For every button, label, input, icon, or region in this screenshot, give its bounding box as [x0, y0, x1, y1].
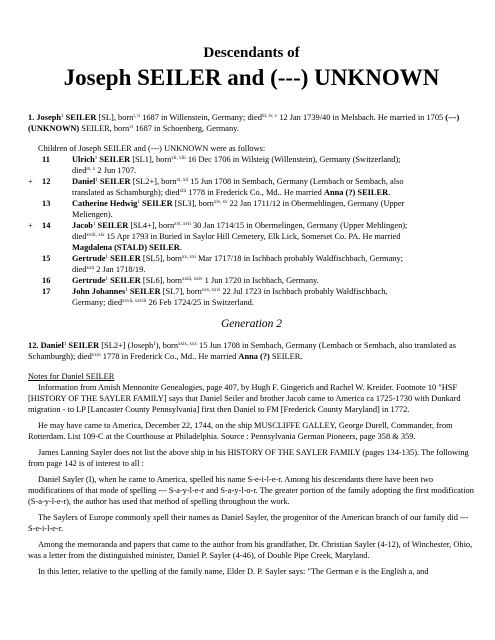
child-number: 11 [42, 155, 50, 164]
child-details [72, 198, 475, 220]
person-given-name: Daniel [40, 341, 64, 350]
footnote-ref: 1 [125, 288, 128, 293]
notes-paragraph: James Lanning Sayler does not list the above ship in his HISTORY OF THE SAYLER FAMILY (pages 134-135). The following from page 142 is of interest to all : [28, 448, 469, 468]
child-surname: SEILER [97, 155, 131, 164]
child-row [28, 176, 475, 198]
footnote-ref: xxix, xxx [178, 342, 197, 347]
person-number: 12. [28, 341, 41, 350]
notes-paragraph: The Saylers of Europe commonly spell their names as Daniel Sayler, the progenitor of the American branch of our family did --- S-e-i-l-e-r. [28, 513, 469, 533]
report-title-line2: Joseph SEILER and (---) UNKNOWN [63, 65, 440, 90]
descendant-marker: + [28, 221, 33, 230]
child-details [72, 154, 475, 176]
notes-paragraph: Information from Amish Mennonite Genealogies, page 407, by Hugh F. Gingerich and Rachel W. Kreider. Footnote 10 "HSF [HISTORY OF THE SAYLER FAMILY] says that Daniel Seiler and brother Jacob came to America ca 1725-1730 with Dunkard migration - to LP [Lancaster County Pennsylvania] first then Daniel to FM [Frederick County Maryland] in 1772. [28, 383, 461, 414]
person-surname: SEILER [66, 341, 100, 350]
child-surname: SEILER [127, 287, 161, 296]
footnote-ref: xi, xii [176, 178, 189, 183]
entry-text: died [72, 232, 87, 241]
entry-text: 2 Jun 1707. [95, 166, 137, 175]
footnote-ref: 1 [94, 156, 98, 161]
entry-text: 1778 in Frederick Co., Md.. He married [186, 188, 324, 197]
entry-text: 2 Jan 1718/19. [94, 265, 146, 274]
entry-text: translated as Schamburgh); died [72, 188, 180, 197]
entry-text: Meliengen). [72, 210, 113, 219]
child-number: 13 [42, 199, 51, 208]
footnote-ref: xxv, xxvi [201, 288, 221, 293]
entry-text: [SL2+], born [130, 177, 177, 186]
child-row [28, 253, 475, 275]
child-details [72, 253, 475, 275]
descendant-marker [28, 286, 42, 308]
child-details [72, 176, 475, 198]
footnote-ref: 1 [137, 200, 140, 205]
descendant-marker [28, 253, 42, 275]
notes-paragraph: Among the memoranda and papers that came to the author from his grandfather, Dr. Christian Sayler (4-12), of Winchester, Ohio, was a letter from the distinguished minister, Daniel P. Sayler (4-46), of Double Pipe Creek, Maryland. [28, 540, 473, 560]
notes-paragraph: Daniel Sayler (I), when he came to America, spelled his name S-e-i-l-e-r. Among his descendants there have been two modifications of that mode of spelling --- S-a-y-l-e-r and S-a-y-l-o-r. The greater portion of the family adopting the first modification (S-a-y-l-e-r), the author has used that method of spelling throughout the work. [28, 475, 474, 506]
child-number: 14 [42, 221, 51, 230]
footnote-ref: vi [129, 125, 134, 130]
footnote-ref: vii, viii [171, 156, 186, 161]
entry-text: [SL1], born [130, 155, 172, 164]
entry-text: [SL4+], born [128, 221, 175, 230]
footnote-ref: xxii [86, 266, 95, 271]
child-details [72, 286, 475, 308]
entry-text: Mar 1717/18 in Ischbach probably Waldfischbach, Germany; [195, 254, 403, 263]
entry-text: 1 Jun 1720 in Ischbach, Germany. [202, 276, 319, 285]
footnote-ref: 1 [92, 222, 96, 227]
entry-text: 15 Jun 1708 in Sembach, Germany (Lembach or Sembach, also [188, 177, 404, 186]
footnote-ref: xiv, xv [213, 200, 228, 205]
entry-text: [SL2+] (Joseph [99, 341, 154, 350]
child-surname: SEILER [108, 276, 141, 285]
entry-text: 22 Jan 1711/12 in Obermehlingen, Germany (Upper [227, 199, 405, 208]
entry-text: SEILER, born [79, 124, 130, 133]
footnote-ref: xiii [179, 189, 187, 194]
child-surname: SEILER [95, 221, 129, 230]
footnote-ref: ix, x [86, 167, 96, 172]
person-entry-12 [28, 340, 475, 362]
footnote-ref: xx, xxi [182, 255, 196, 260]
descendant-marker [28, 198, 42, 220]
spouse-name: Anna (?) [238, 352, 270, 361]
footnote-ref: 1 [61, 114, 64, 119]
entry-text: 1687 in Schoenberg, Germany. [133, 124, 239, 133]
footnote-ref: 1 [105, 255, 108, 260]
notes-paragraph: He may have came to America, December 22, 1744, on the ship MUSCLIFFE GALLEY, George Durell, Commander, from Rotterdam. List 109-C at the Courthouse at Philadelphia. Source : Pennsylvania German Pioneers, page 358 & 359. [28, 421, 453, 441]
child-number: 16 [42, 276, 51, 285]
child-given-name: Daniel [72, 177, 96, 186]
child-surname: SEILER [97, 177, 131, 186]
footnote-ref: 1 [153, 342, 156, 347]
child-given-name: Gertrude [72, 254, 106, 263]
entry-text: [SL5], born [140, 254, 182, 263]
entry-text: 12 Jan 1739/40 in Melsbach. He married in 1705 [277, 113, 446, 122]
entry-text: [SL6], born [140, 276, 182, 285]
child-details [72, 275, 475, 286]
entry-text: [SL3], born [172, 199, 214, 208]
entry-text: ), born [155, 341, 179, 350]
entry-text: SEILER. [269, 352, 303, 361]
spouse-name: Magdalena (STALD) SEILER [72, 243, 180, 252]
descendant-marker [28, 154, 42, 176]
footnote-ref: xxvii, xxviii [122, 299, 147, 304]
entry-text: died [72, 265, 87, 274]
entry-text: 22 Jul 1723 in Ischbach probably Waldfischbach, [220, 287, 388, 296]
entry-text: 16 Dec 1706 in Wilsteig (Willenstein), Germany (Switzerland); [185, 155, 401, 164]
notes-paragraph: In this letter, relative to the spelling of the family name, Elder D. P. Sayler says: "The German e is the English a, and [38, 567, 429, 576]
child-given-name: Ulrich [72, 155, 95, 164]
entry-text: 30 Jan 1714/15 in Obermelingen, Germany (Upper Mehlingen); [190, 221, 408, 230]
entry-text: . [388, 188, 391, 197]
child-given-name: Catherine Hedwig [72, 199, 138, 208]
entry-text: 26 Feb 1724/25 in Switzerland. [146, 298, 254, 307]
children-intro: Children of Joseph SEILER and (---) UNKNOWN were as follows: [38, 144, 266, 153]
child-row [28, 275, 475, 286]
descendant-marker: + [28, 177, 33, 186]
person-surname: SEILER [63, 113, 97, 122]
child-row [28, 220, 475, 253]
entry-text: died [72, 166, 87, 175]
entry-text: 1687 in Willenstein, Germany; died [140, 113, 262, 122]
child-number: 15 [42, 254, 51, 263]
entry-text: 15 Jun 1708 in Sembach, Germany (Lembach or Sembach, also translated as Schamburgh); died [28, 341, 457, 361]
person-number: 1. [28, 113, 37, 122]
spouse-name: Anna (?) SEILER [323, 188, 389, 197]
child-surname: SEILER [108, 254, 141, 263]
child-row [28, 198, 475, 220]
footnote-ref: iii, iv, v [261, 114, 278, 119]
footnote-ref: 1 [95, 178, 98, 183]
person-entry-1 [28, 112, 475, 134]
entry-text: [SL7], born [160, 287, 202, 296]
footnote-ref: 1 [63, 342, 67, 347]
report-title-line1: Descendants of [203, 45, 300, 61]
child-number: 17 [42, 287, 51, 296]
entry-text: 15 Apr 1793 in Buried in Saylor Hill Cemetery, Elk Lick, Somerset Co. PA. He married [104, 232, 401, 241]
child-given-name: Jacob [72, 221, 93, 230]
child-details [72, 220, 475, 253]
child-given-name: John Johannes [72, 287, 126, 296]
children-list [28, 154, 475, 308]
notes-heading: Notes for Daniel SEILER [28, 372, 115, 381]
footnote-ref: xxiii, xxiv [182, 277, 203, 282]
footnote-ref: xvi, xvii [174, 222, 191, 227]
entry-text: [SL], born [96, 113, 134, 122]
child-given-name: Gertrude [72, 276, 106, 285]
child-row [28, 286, 475, 308]
footnote-ref: 1 [105, 277, 108, 282]
entry-text: Germany; died [72, 298, 123, 307]
footnote-ref: i, ii [133, 114, 141, 119]
entry-text: . [179, 243, 182, 252]
footnote-ref: xviii, xix [86, 233, 105, 238]
child-surname: SEILER [139, 199, 173, 208]
footnote-ref: xxxi [91, 353, 101, 358]
descendant-marker [28, 275, 42, 286]
person-given-name: Joseph [36, 113, 62, 122]
spouse-name: (---) (UNKNOWN) [28, 113, 460, 133]
child-row [28, 154, 475, 176]
generation-heading: Generation 2 [220, 318, 282, 330]
entry-text: 1778 in Frederick Co., Md.. He married [100, 352, 239, 361]
child-number: 12 [42, 177, 51, 186]
